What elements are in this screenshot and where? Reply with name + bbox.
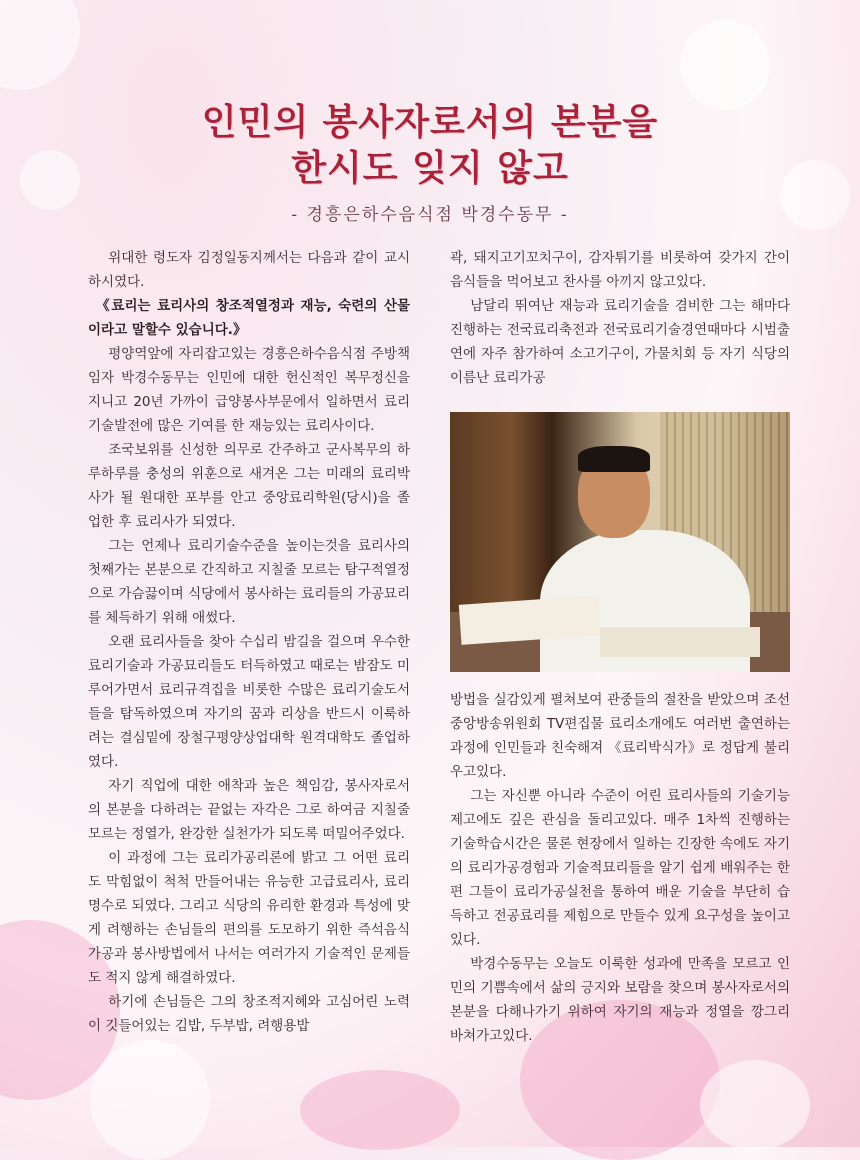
paragraph: 하기에 손님들은 그의 창조적지혜와 고심어린 노력이 깃들어있는 김밥, 두부밥, 려행용밥 xyxy=(88,994,410,1034)
paragraph: 오랜 료리사들을 찾아 수십리 밤길을 걸으며 우수한 료리기술과 가공묘리들도 터득하였고 때로는 밤잠도 미루어가면서 료리규격집을 비롯한 수많은 료리기술도서들을 탐독하였으며 자기의 꿈과 리상을 반드시 이룩하려는 결심밑에 장철구평양상업대학 원격대학도 졸업하였다. xyxy=(88,634,410,770)
article-subtitle: - 경흥은하수음식점 박경수동무 - xyxy=(291,205,569,225)
right-column-top xyxy=(450,246,790,390)
paragraph: 그는 언제나 료리기술수준을 높이는것을 료리사의 첫째가는 본분으로 간직하고 지칠줄 모르는 탐구적열정으로 가슴끓이며 식당에서 봉사하는 료리들의 가공묘리를 체득하기 위해 애썼다. xyxy=(88,538,410,626)
right-column-bottom xyxy=(450,688,790,1048)
paragraph: 방법을 실감있게 펼쳐보여 관중들의 절찬을 받았으며 조선중앙방송위원회 TV편집물 료리소개에도 여러번 출연하는 과정에 인민들과 친숙해져 《료리박식가》로 정답게 불리우고있다. xyxy=(450,692,790,780)
article-title-line-1: 인민의 봉사자로서의 본분을 xyxy=(201,102,659,143)
quote-paragraph: 《료리는 료리사의 창조적열정과 재능, 숙련의 산물이라고 말할수 있습니다.》 xyxy=(88,298,410,338)
chef-photo xyxy=(450,412,790,672)
paragraph: 곽, 돼지고기꼬치구이, 감자튀기를 비롯하여 갖가지 간이음식들을 먹어보고 찬사를 아끼지 않고있다. xyxy=(450,250,790,290)
paragraph: 그는 자신뿐 아니라 수준이 어린 료리사들의 기술기능제고에도 깊은 관심을 돌리고있다. 매주 1차씩 진행하는 기술학습시간은 물론 현장에서 일하는 긴장한 속에도 자기의 료리가공경험과 기술적묘리들을 알기 쉽게 배워주는 한편 그들이 료리가공실천을 통하여 배운 기술을 부단히 습득하고 전공료리를 제힘으로 만들수 있게 요구성을 높이고있다. xyxy=(450,788,790,948)
bokeh-decoration xyxy=(700,1060,810,1150)
paragraph: 남달리 뛰여난 재능과 료리기술을 겸비한 그는 해마다 진행하는 전국료리축전과 전국료리기술경연때마다 시범출연에 자주 참가하여 소고기구이, 가물치회 등 자기 식당의 이름난 료리가공 xyxy=(450,298,790,386)
paragraph: 박경수동무는 오늘도 이룩한 성과에 만족을 모르고 인민의 기쁨속에서 삶의 긍지와 보람을 찾으며 봉사자로서의 본분을 다해나가기 위하여 자기의 재능과 정열을 깡그리 바쳐가고있다. xyxy=(450,956,790,1044)
paragraph: 자기 직업에 대한 애착과 높은 책임감, 봉사자로서의 본분을 다하려는 끝없는 자각은 그로 하여금 지칠줄 모르는 정열가, 완강한 실천가가 되도록 떠밀어주었다. xyxy=(88,778,410,842)
bokeh-decoration xyxy=(680,20,770,110)
bokeh-decoration xyxy=(90,1040,210,1160)
paragraph: 평양역앞에 자리잡고있는 경흥은하수음식점 주방책임자 박경수동무는 인민에 대한 헌신적인 복무정신을 지니고 20년 가까이 급양봉사부문에서 일하면서 료리기술발전에 많은 기여를 한 재능있는 료리사이다. xyxy=(88,346,410,434)
bokeh-decoration xyxy=(300,1070,460,1150)
left-column xyxy=(88,246,410,1038)
paragraph: 이 과정에 그는 료리가공리론에 밝고 그 어떤 료리도 막힘없이 척척 만들어내는 유능한 고급료리사, 료리명수로 되였다. 그리고 식당의 유리한 환경과 특성에 맞게 려행하는 손님들의 편의를 도모하기 위한 즉석음식가공과 봉사방법에서 나서는 여러가지 기술적인 문제들도 적지 않게 해결하였다. xyxy=(88,850,410,986)
article-title-line-2: 한시도 잊지 않고 xyxy=(291,148,569,189)
bokeh-decoration xyxy=(0,0,80,90)
paragraph: 조국보위를 신성한 의무로 간주하고 군사복무의 하루하루를 충성의 위훈으로 새겨온 그는 미래의 료리박사가 될 원대한 포부를 안고 중앙료리학원(당시)을 졸업한 후 료리사가 되였다. xyxy=(88,442,410,530)
paragraph: 위대한 령도자 김정일동지께서는 다음과 같이 교시하시였다. xyxy=(88,250,410,290)
